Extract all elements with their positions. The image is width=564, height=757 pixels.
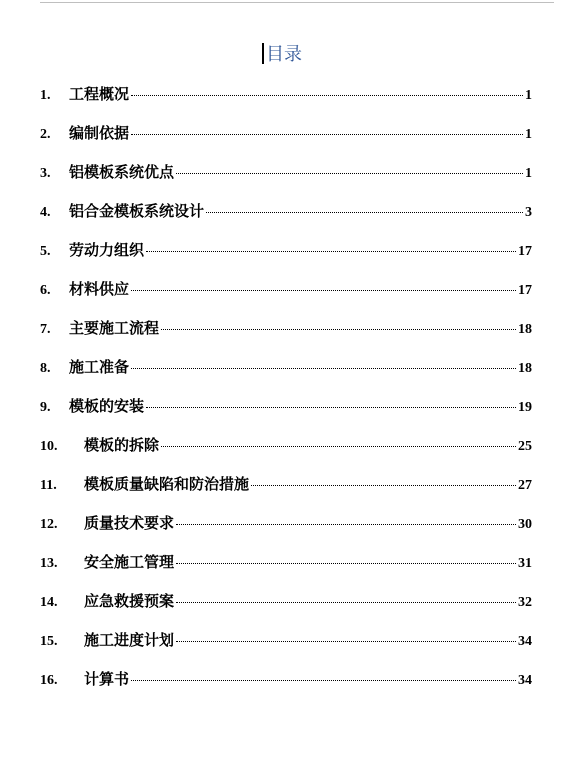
toc-entry-label: 劳动力组织	[69, 241, 145, 259]
toc-entry-label: 材料供应	[69, 280, 130, 298]
toc-entry[interactable]	[40, 511, 532, 550]
toc-leader-dots	[161, 329, 516, 330]
toc-entry[interactable]	[40, 394, 532, 433]
toc-leader-dots	[131, 290, 516, 291]
toc-entry-number: 16.	[40, 673, 58, 688]
table-of-contents	[40, 82, 532, 706]
toc-leader-dots	[176, 524, 516, 525]
toc-entry[interactable]	[40, 433, 532, 472]
toc-entry[interactable]	[40, 82, 532, 121]
toc-entry-page: 32	[518, 595, 532, 610]
toc-entry-number: 14.	[40, 595, 58, 610]
toc-entry-label: 铝合金模板系统设计	[69, 202, 205, 220]
toc-entry-number: 13.	[40, 556, 58, 571]
toc-leader-dots	[251, 485, 516, 486]
toc-leader-dots	[131, 95, 523, 96]
text-cursor	[262, 43, 264, 64]
toc-entry[interactable]	[40, 238, 532, 277]
toc-leader-dots	[206, 212, 523, 213]
toc-leader-dots	[176, 563, 516, 564]
toc-entry-label: 铝模板系统优点	[69, 163, 175, 181]
toc-entry-page: 30	[518, 517, 532, 532]
toc-entry[interactable]	[40, 160, 532, 199]
toc-title[interactable]: 目录	[266, 44, 302, 65]
toc-entry-label: 编制依据	[69, 124, 130, 142]
toc-entry-label: 质量技术要求	[84, 514, 175, 532]
toc-entry-number: 5.	[40, 244, 51, 259]
toc-entry-number: 12.	[40, 517, 58, 532]
toc-entry-page: 31	[518, 556, 532, 571]
toc-leader-dots	[131, 680, 516, 681]
toc-entry-label: 模板的安装	[69, 397, 145, 415]
toc-leader-dots	[146, 407, 516, 408]
toc-entry-page: 18	[518, 322, 532, 337]
toc-entry-label: 模板的拆除	[84, 436, 160, 454]
toc-entry[interactable]	[40, 667, 532, 706]
toc-leader-dots	[131, 134, 523, 135]
toc-entry[interactable]	[40, 628, 532, 667]
toc-leader-dots	[176, 173, 523, 174]
page-top-border	[40, 2, 554, 3]
toc-entry-label: 施工进度计划	[84, 631, 175, 649]
toc-entry-page: 18	[518, 361, 532, 376]
toc-leader-dots	[176, 641, 516, 642]
toc-leader-dots	[131, 368, 516, 369]
toc-entry[interactable]	[40, 550, 532, 589]
toc-entry-number: 10.	[40, 439, 58, 454]
toc-entry-page: 34	[518, 673, 532, 688]
toc-entry-number: 3.	[40, 166, 51, 181]
toc-entry[interactable]	[40, 277, 532, 316]
toc-entry-label: 工程概况	[69, 85, 130, 103]
toc-leader-dots	[146, 251, 516, 252]
toc-entry-number: 7.	[40, 322, 51, 337]
toc-entry-page: 3	[525, 205, 532, 220]
toc-entry-number: 4.	[40, 205, 51, 220]
toc-entry[interactable]	[40, 589, 532, 628]
toc-entry-number: 15.	[40, 634, 58, 649]
toc-entry-number: 6.	[40, 283, 51, 298]
toc-entry-label: 施工准备	[69, 358, 130, 376]
toc-entry-label: 安全施工管理	[84, 553, 175, 571]
toc-entry-number: 9.	[40, 400, 51, 415]
toc-leader-dots	[176, 602, 516, 603]
toc-entry-label: 模板质量缺陷和防治措施	[84, 475, 250, 493]
toc-entry-page: 34	[518, 634, 532, 649]
toc-entry-page: 25	[518, 439, 532, 454]
toc-entry[interactable]	[40, 355, 532, 394]
toc-entry-page: 17	[518, 283, 532, 298]
toc-entry-label: 计算书	[84, 670, 130, 688]
toc-title-line	[0, 40, 564, 66]
toc-entry[interactable]	[40, 316, 532, 355]
toc-entry[interactable]	[40, 472, 532, 511]
toc-entry-label: 主要施工流程	[69, 319, 160, 337]
toc-entry-number: 2.	[40, 127, 51, 142]
toc-entry-page: 19	[518, 400, 532, 415]
toc-entry[interactable]	[40, 121, 532, 160]
toc-entry-number: 8.	[40, 361, 51, 376]
toc-entry-page: 1	[525, 166, 532, 181]
toc-entry-page: 1	[525, 127, 532, 142]
toc-entry-number: 1.	[40, 88, 51, 103]
toc-entry-label: 应急救援预案	[84, 592, 175, 610]
toc-entry-page: 27	[518, 478, 532, 493]
toc-entry-page: 1	[525, 88, 532, 103]
toc-entry[interactable]	[40, 199, 532, 238]
toc-leader-dots	[161, 446, 516, 447]
toc-entry-page: 17	[518, 244, 532, 259]
toc-entry-number: 11.	[40, 478, 57, 493]
